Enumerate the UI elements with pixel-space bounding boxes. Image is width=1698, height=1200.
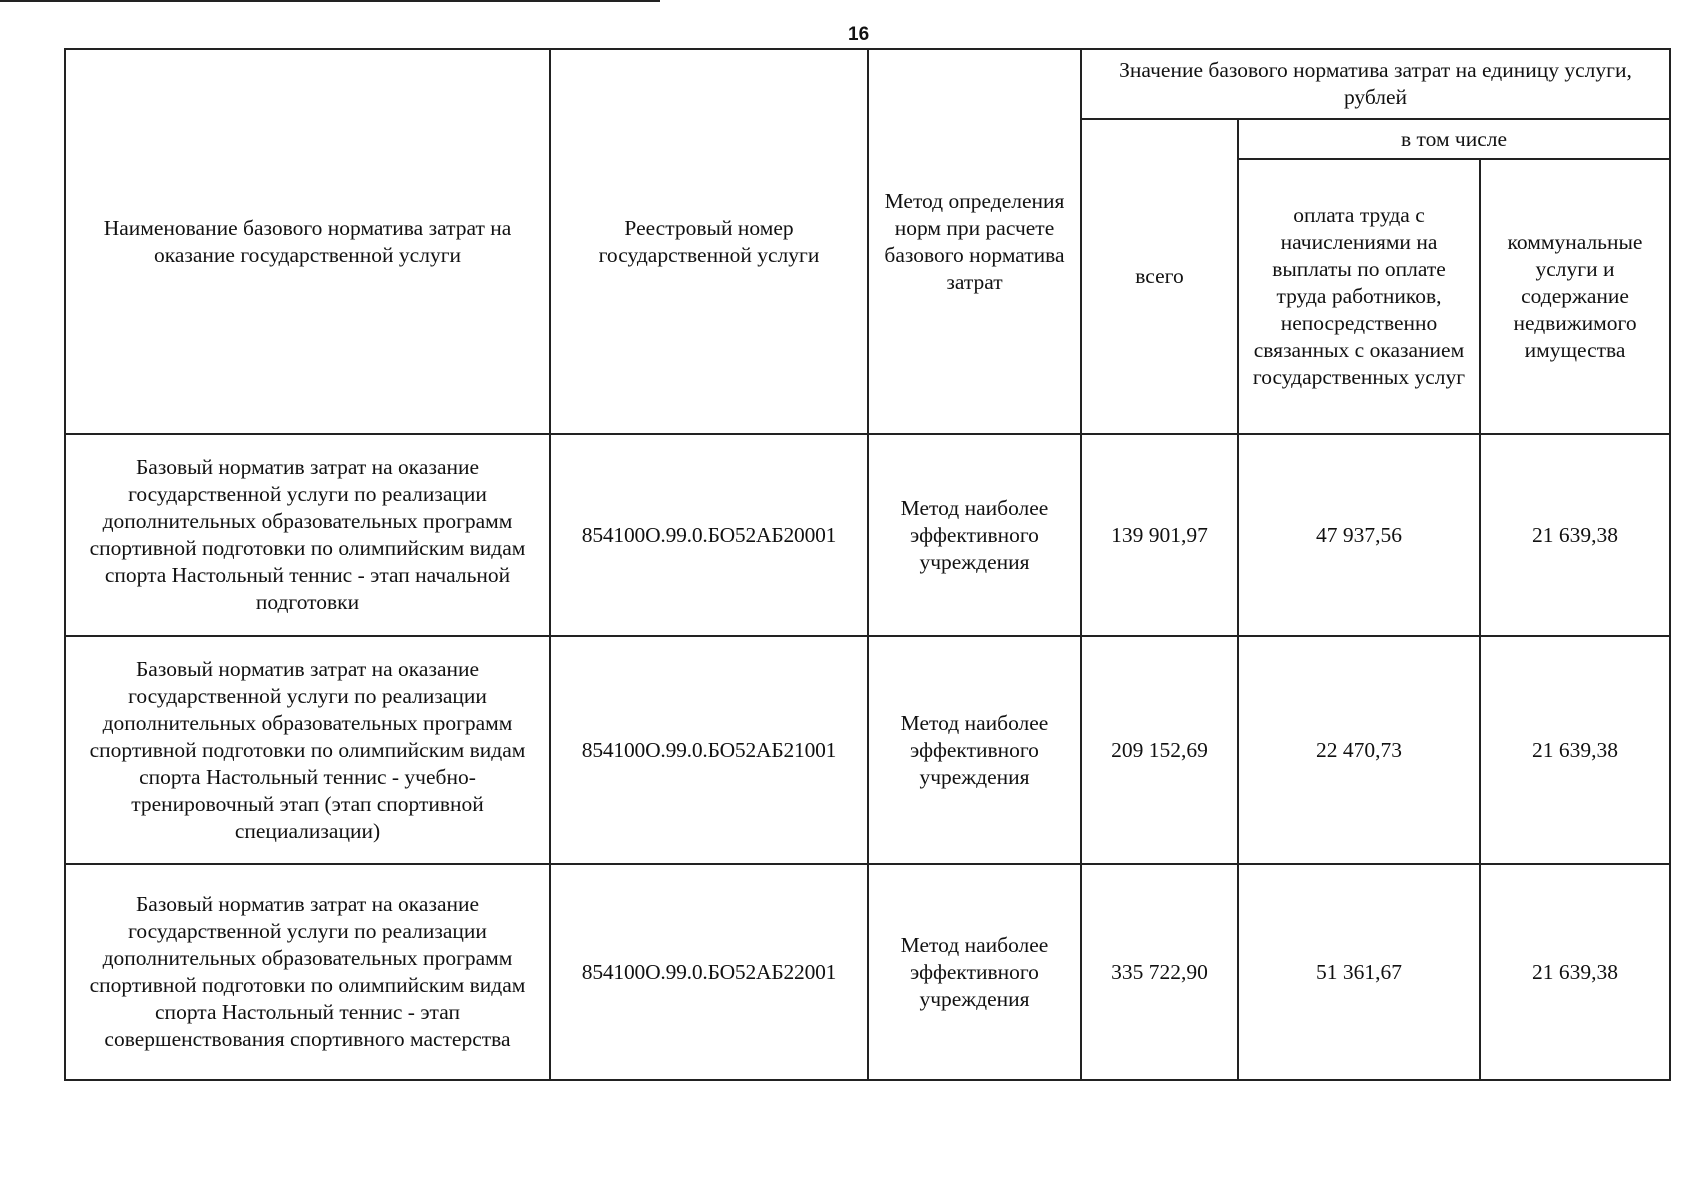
row-registry: 854100О.99.0.БО52АБ21001 xyxy=(550,636,868,864)
row-name: Базовый норматив затрат на оказание государственной услуги по реализации дополнительных образовательных программ спортивной подготовки по олимпийским видам спорта Настольный теннис - учебно-тренировочный этап (этап спортивной специализации) xyxy=(65,636,550,864)
header-including: в том числе xyxy=(1238,119,1670,159)
row-name: Базовый норматив затрат на оказание государственной услуги по реализации дополнительных образовательных программ спортивной подготовки по олимпийским видам спорта Настольный теннис - этап начальной подготовки xyxy=(65,434,550,636)
row-utilities: 21 639,38 xyxy=(1480,434,1670,636)
row-labor: 22 470,73 xyxy=(1238,636,1480,864)
row-method: Метод наиболее эффективного учреждения xyxy=(868,864,1081,1080)
row-utilities: 21 639,38 xyxy=(1480,864,1670,1080)
table-row xyxy=(65,636,1670,864)
row-registry: 854100О.99.0.БО52АБ22001 xyxy=(550,864,868,1080)
table-row xyxy=(65,864,1670,1080)
row-name: Базовый норматив затрат на оказание государственной услуги по реализации дополнительных образовательных программ спортивной подготовки по олимпийским видам спорта Настольный теннис - этап совершенствования спортивного мастерства xyxy=(65,864,550,1080)
row-labor: 47 937,56 xyxy=(1238,434,1480,636)
header-total: всего xyxy=(1081,119,1238,434)
row-utilities: 21 639,38 xyxy=(1480,636,1670,864)
cost-norms-table xyxy=(64,48,1671,1081)
row-total: 209 152,69 xyxy=(1081,636,1238,864)
header-labor: оплата труда с начислениями на выплаты по оплате труда работников, непосредственно связанных с оказанием государственных услуг xyxy=(1238,159,1480,434)
row-registry: 854100О.99.0.БО52АБ20001 xyxy=(550,434,868,636)
row-total: 335 722,90 xyxy=(1081,864,1238,1080)
header-method: Метод определения норм при расчете базового норматива затрат xyxy=(868,49,1081,434)
header-utilities: коммунальные услуги и содержание недвижимого имущества xyxy=(1480,159,1670,434)
header-name: Наименование базового норматива затрат на оказание государственной услуги xyxy=(65,49,550,434)
top-rule xyxy=(0,0,660,2)
header-value-group: Значение базового норматива затрат на единицу услуги, рублей xyxy=(1081,49,1670,119)
row-method: Метод наиболее эффективного учреждения xyxy=(868,434,1081,636)
table-row xyxy=(65,434,1670,636)
row-total: 139 901,97 xyxy=(1081,434,1238,636)
header-row-1 xyxy=(65,49,1670,119)
row-method: Метод наиболее эффективного учреждения xyxy=(868,636,1081,864)
page-number: 16 xyxy=(848,24,870,45)
header-registry: Реестровый номер государственной услуги xyxy=(550,49,868,434)
row-labor: 51 361,67 xyxy=(1238,864,1480,1080)
